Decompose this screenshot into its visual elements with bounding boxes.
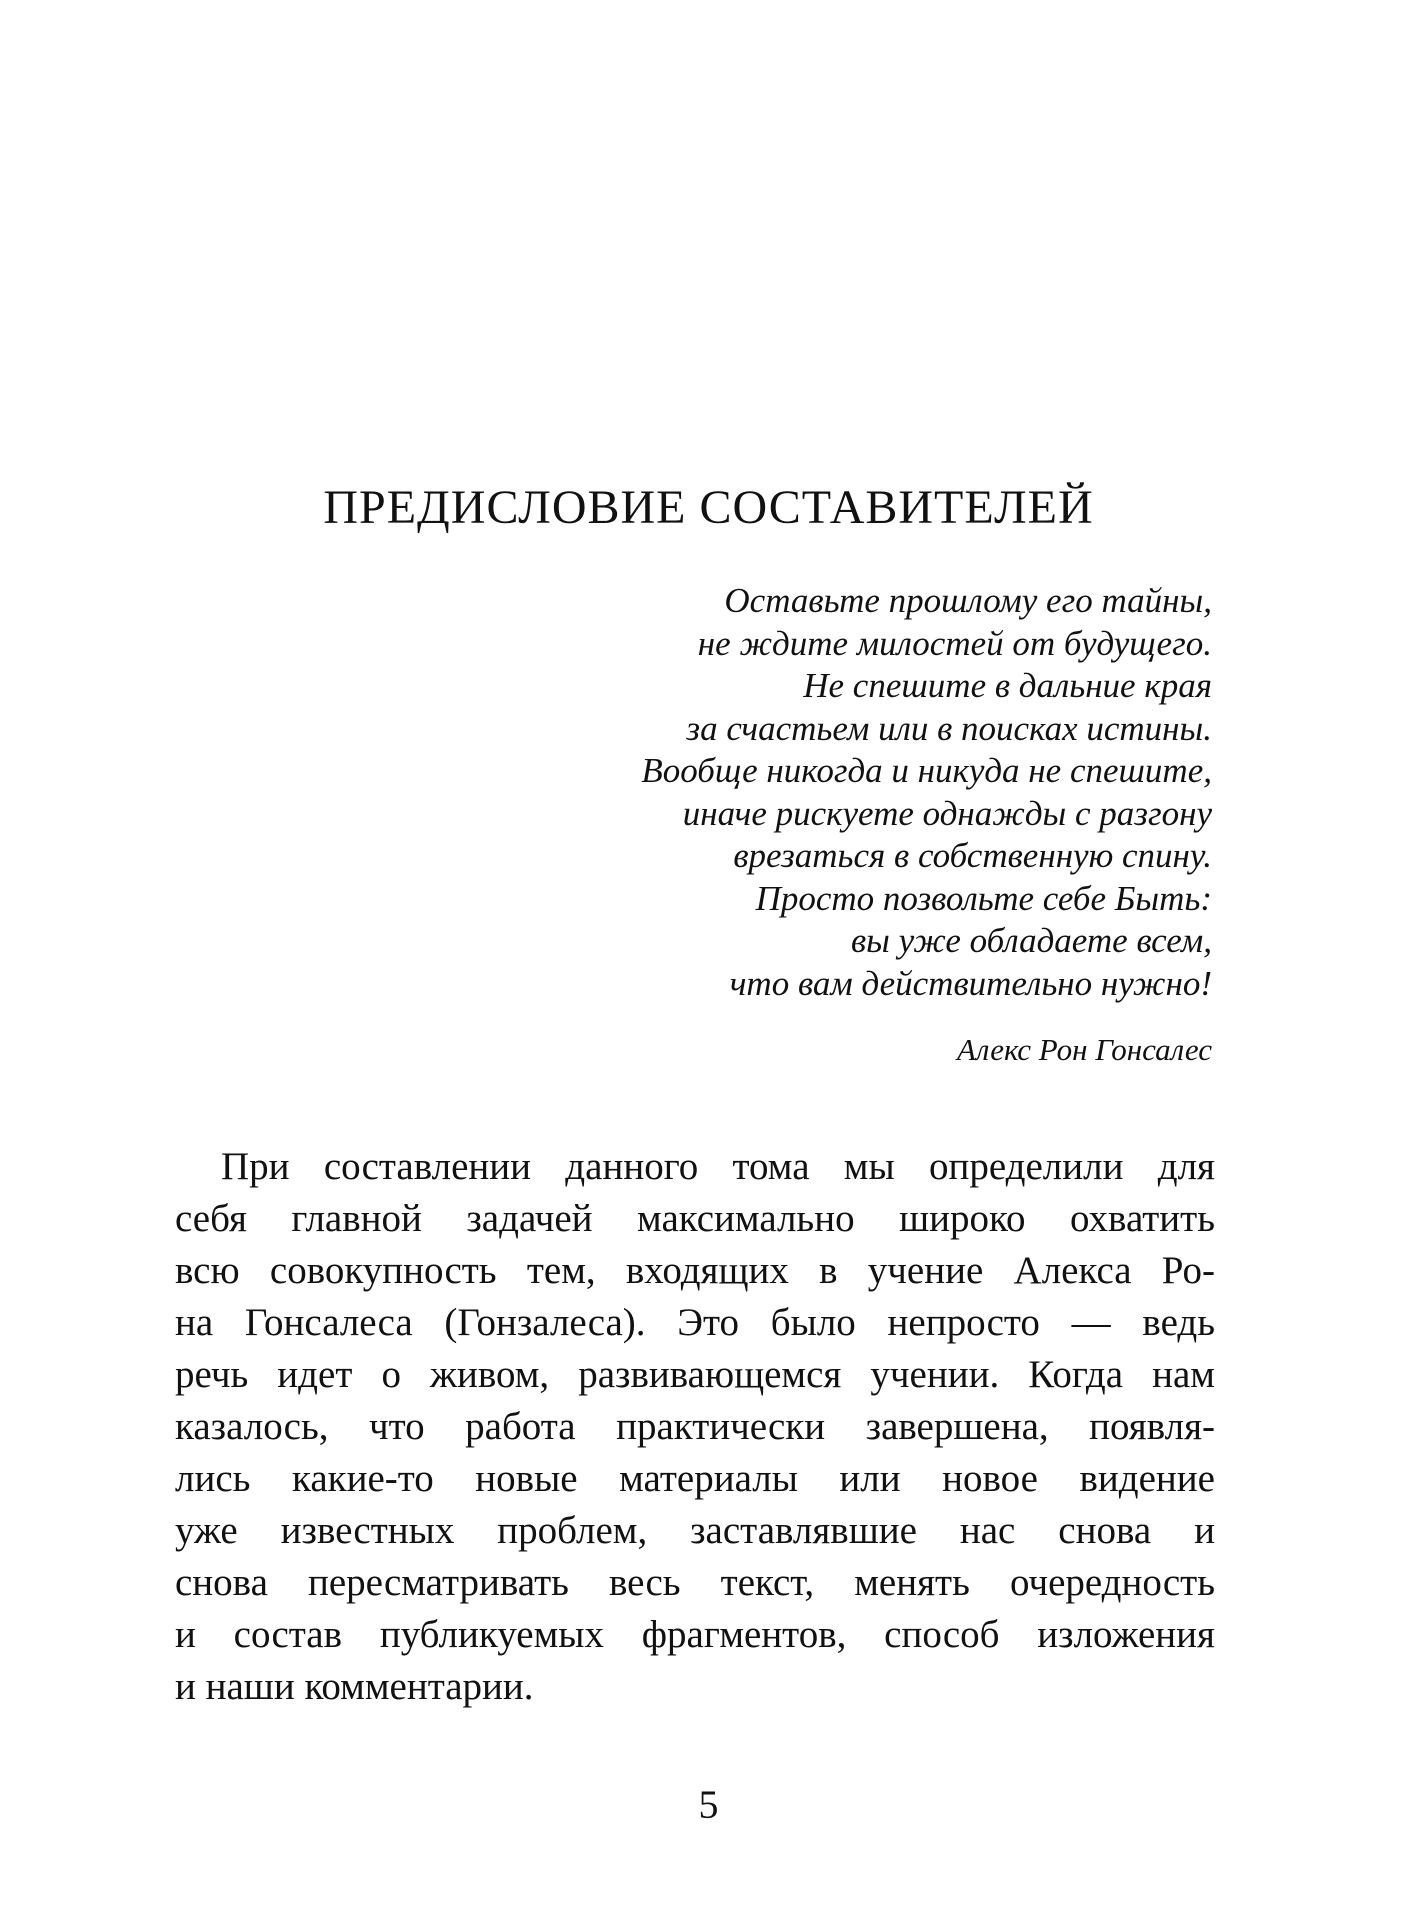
epigraph-author: Алекс Рон Гонсалес (956, 1032, 1212, 1067)
body-line: на Гонсалеса (Гонзалеса). Это было непросто — ведь (175, 1301, 1215, 1344)
body-line: себя главной задачей максимально широко охватить (175, 1197, 1215, 1240)
epigraph-line: не ждите милостей от будущего. (697, 623, 1212, 663)
body-line: снова пересматривать весь текст, менять очередность (175, 1561, 1215, 1604)
epigraph-line: иначе рискуете однажды с разгону (682, 793, 1212, 833)
epigraph-line: Просто позвольте себе Быть: (755, 878, 1212, 918)
body-line: уже известных проблем, заставлявшие нас снова и (175, 1509, 1215, 1552)
page-title: ПРЕДИСЛОВИЕ СОСТАВИТЕЛЕЙ (323, 481, 1094, 534)
body-line: При составлении данного тома мы определили для (221, 1145, 1215, 1188)
epigraph-line: Не спешите в дальние края (803, 666, 1212, 705)
body-paragraph (175, 1141, 1215, 1713)
body-line: казалось, что работа практически завершена, появля- (175, 1405, 1215, 1448)
epigraph-line: врезаться в собственную спину. (733, 836, 1212, 875)
epigraph-line: что вам действительно нужно! (729, 963, 1212, 1003)
epigraph-line: Вообще никогда и никуда не спешите, (641, 751, 1212, 790)
body-line: всю совокупность тем, входящих в учение Алекса Ро- (175, 1249, 1215, 1292)
epigraph-line: Оставьте прошлому его тайны, (724, 581, 1212, 620)
epigraph (452, 580, 1212, 1005)
body-line: и состав публикуемых фрагментов, способ изложения (175, 1613, 1215, 1656)
body-line: речь идет о живом, развивающемся учении. Когда нам (175, 1353, 1215, 1396)
epigraph-line: вы уже обладаете всем, (850, 921, 1212, 960)
page-number: 5 (698, 1782, 719, 1827)
body-line: и наши комментарии. (175, 1665, 534, 1708)
body-line: лись какие-то новые материалы или новое видение (175, 1457, 1215, 1500)
epigraph-line: за счастьем или в поисках истины. (686, 708, 1212, 748)
